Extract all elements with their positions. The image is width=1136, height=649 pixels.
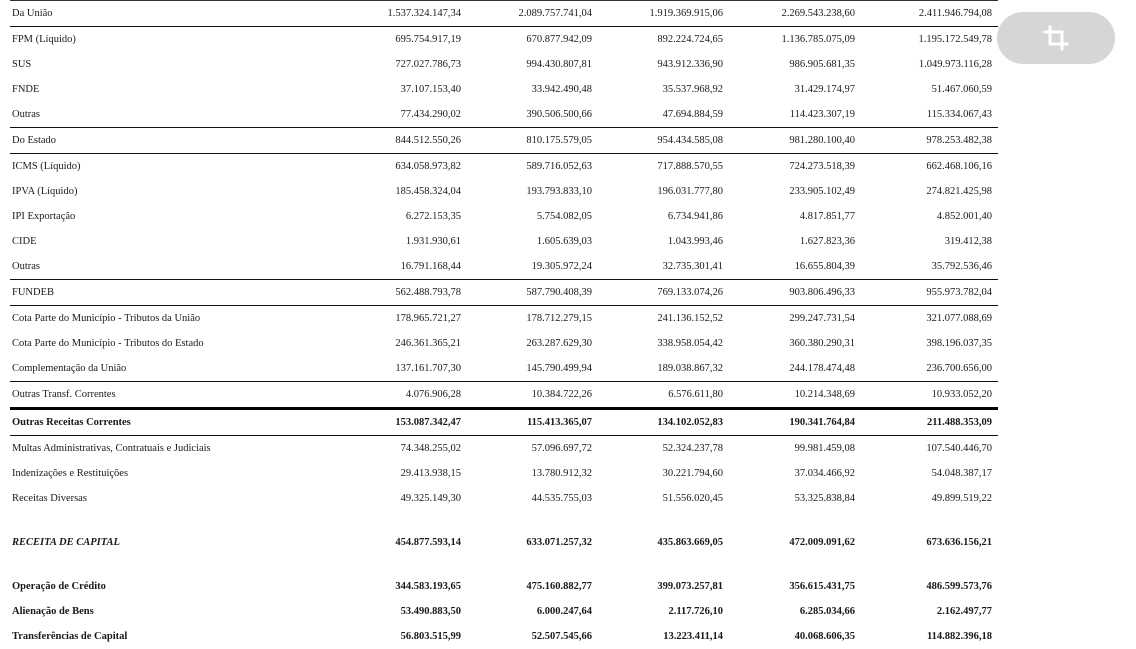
row-value: 107.540.446,70 (926, 443, 992, 454)
table-row (10, 410, 998, 436)
row-value: 4.817.851,77 (799, 211, 855, 222)
crop-button[interactable] (997, 12, 1115, 64)
row-value: 724.273.518,39 (789, 161, 855, 172)
table-row (10, 356, 998, 382)
row-value: 236.700.656,00 (926, 363, 992, 374)
table-row (10, 280, 998, 306)
row-value: 244.178.474,48 (789, 363, 855, 374)
row-value: 1.537.324.147,34 (387, 8, 461, 19)
row-label: Outras (12, 261, 40, 272)
row-value: 145.790.499,94 (526, 363, 592, 374)
row-value: 6.734.941,86 (667, 211, 723, 222)
row-value: 486.599.573,76 (926, 581, 992, 592)
row-value: 57.096.697,72 (531, 443, 592, 454)
row-value: 844.512.550,26 (395, 135, 461, 146)
row-value: 717.888.570,55 (657, 161, 723, 172)
table-row (10, 52, 998, 77)
row-label: Outras Receitas Correntes (12, 417, 131, 428)
row-value: 2.269.543.238,60 (781, 8, 855, 19)
row-value: 319.412,38 (944, 236, 992, 247)
row-label: ICMS (Líquido) (12, 161, 81, 172)
row-value: 185.458.324,04 (395, 186, 461, 197)
row-value: 241.136.152,52 (657, 313, 723, 324)
row-value: 1.919.369.915,06 (649, 8, 723, 19)
row-value: 2.411.946.794,08 (918, 8, 992, 19)
table-row (10, 436, 998, 461)
row-value: 115.413.365,07 (526, 417, 592, 428)
table-row (10, 27, 998, 52)
row-value: 35.792.536,46 (931, 261, 992, 272)
row-value: 662.468.106,16 (926, 161, 992, 172)
row-value: 673.636.156,21 (926, 537, 992, 548)
row-label: Indenizações e Restituições (12, 468, 129, 479)
row-value: 51.556.020,45 (662, 493, 723, 504)
row-gap (10, 511, 998, 530)
row-label: Complementação da União (12, 363, 127, 374)
row-value: 1.136.785.075,09 (781, 34, 855, 45)
revenue-table (10, 0, 998, 649)
table-row (10, 306, 998, 331)
row-value: 6.576.611,80 (668, 389, 723, 400)
row-label: Do Estado (12, 135, 57, 146)
row-value: 10.214.348,69 (794, 389, 855, 400)
table-row (10, 486, 998, 511)
row-value: 40.068.606,35 (794, 631, 855, 642)
row-value: 35.537.968,92 (662, 84, 723, 95)
row-value: 472.009.091,62 (789, 537, 855, 548)
table-row (10, 128, 998, 154)
row-value: 56.803.515,99 (400, 631, 461, 642)
row-value: 49.325.149,30 (400, 493, 461, 504)
row-value: 435.863.669,05 (657, 537, 723, 548)
row-value: 53.490.883,50 (400, 606, 461, 617)
row-value: 4.076.906,28 (405, 389, 461, 400)
row-label: Transferências de Capital (12, 631, 128, 642)
row-value: 114.882.396,18 (926, 631, 992, 642)
row-value: 1.049.973.116,28 (918, 59, 992, 70)
table-row (10, 102, 998, 128)
row-gap (10, 555, 998, 574)
table-row (10, 204, 998, 229)
table-row (10, 624, 998, 649)
row-label: Operação de Crédito (12, 581, 106, 592)
row-value: 1.931.930,61 (405, 236, 461, 247)
row-value: 1.195.172.549,78 (918, 34, 992, 45)
row-value: 399.073.257,81 (657, 581, 723, 592)
row-label: Cota Parte do Município - Tributos do Estado (12, 338, 204, 349)
row-value: 19.305.972,24 (531, 261, 592, 272)
row-value: 955.973.782,04 (926, 287, 992, 298)
crop-icon (1043, 25, 1069, 51)
row-value: 1.043.993,46 (667, 236, 723, 247)
row-value: 10.933.052,20 (931, 389, 992, 400)
table-row (10, 461, 998, 486)
table-row (10, 154, 998, 179)
row-label: Receitas Diversas (12, 493, 87, 504)
row-value: 246.361.365,21 (395, 338, 461, 349)
row-value: 52.324.237,78 (662, 443, 723, 454)
row-value: 892.224.724,65 (657, 34, 723, 45)
row-value: 321.077.088,69 (926, 313, 992, 324)
table-row (10, 254, 998, 280)
row-value: 13.780.912,32 (531, 468, 592, 479)
row-value: 99.981.459,08 (794, 443, 855, 454)
table-row (10, 530, 998, 555)
row-value: 189.038.867,32 (657, 363, 723, 374)
row-value: 943.912.336,90 (657, 59, 723, 70)
row-value: 2.162.497,77 (936, 606, 992, 617)
row-value: 196.031.777,80 (657, 186, 723, 197)
row-value: 6.272.153,35 (405, 211, 461, 222)
row-value: 31.429.174,97 (794, 84, 855, 95)
row-value: 670.877.942,09 (526, 34, 592, 45)
row-value: 903.806.496,33 (789, 287, 855, 298)
row-value: 344.583.193,65 (395, 581, 461, 592)
row-value: 356.615.431,75 (789, 581, 855, 592)
row-value: 769.133.074,26 (657, 287, 723, 298)
row-label: RECEITA DE CAPITAL (12, 537, 120, 548)
row-value: 37.107.153,40 (400, 84, 461, 95)
row-value: 1.627.823,36 (799, 236, 855, 247)
row-value: 360.380.290,31 (789, 338, 855, 349)
row-label: Cota Parte do Município - Tributos da União (12, 313, 201, 324)
row-value: 77.434.290,02 (400, 109, 461, 120)
row-value: 390.506.500,66 (526, 109, 592, 120)
row-value: 134.102.052,83 (657, 417, 723, 428)
row-value: 47.694.884,59 (662, 109, 723, 120)
row-value: 33.942.490,48 (531, 84, 592, 95)
row-value: 2.117.726,10 (668, 606, 723, 617)
row-value: 74.348.255,02 (400, 443, 461, 454)
row-value: 589.716.052,63 (526, 161, 592, 172)
row-value: 49.899.519,22 (931, 493, 992, 504)
row-value: 16.655.804,39 (794, 261, 855, 272)
table-row (10, 574, 998, 599)
row-value: 475.160.882,77 (526, 581, 592, 592)
row-value: 587.790.408,39 (526, 287, 592, 298)
row-label: Multas Administrativas, Contratuais e Judiciais (12, 443, 211, 454)
row-label: IPI Exportação (12, 211, 76, 222)
row-value: 986.905.681,35 (789, 59, 855, 70)
row-value: 10.384.722,26 (531, 389, 592, 400)
row-value: 263.287.629,30 (526, 338, 592, 349)
row-value: 994.430.807,81 (526, 59, 592, 70)
row-value: 115.334.067,43 (926, 109, 992, 120)
row-value: 4.852.001,40 (936, 211, 992, 222)
row-label: CIDE (12, 236, 37, 247)
row-value: 398.196.037,35 (926, 338, 992, 349)
row-value: 978.253.482,38 (926, 135, 992, 146)
row-label: IPVA (Líquido) (12, 186, 78, 197)
row-value: 2.089.757.741,04 (518, 8, 592, 19)
row-value: 53.325.838,84 (794, 493, 855, 504)
row-label: FPM (Líquido) (12, 34, 76, 45)
row-label: Da União (12, 8, 53, 19)
row-value: 274.821.425,98 (926, 186, 992, 197)
row-value: 137.161.707,30 (395, 363, 461, 374)
row-value: 299.247.731,54 (789, 313, 855, 324)
row-value: 1.605.639,03 (536, 236, 592, 247)
row-value: 233.905.102,49 (789, 186, 855, 197)
row-value: 5.754.082,05 (536, 211, 592, 222)
table-row (10, 229, 998, 254)
row-value: 338.958.054,42 (657, 338, 723, 349)
row-value: 695.754.917,19 (395, 34, 461, 45)
row-label: SUS (12, 59, 32, 70)
row-value: 44.535.755,03 (531, 493, 592, 504)
table-row (10, 599, 998, 624)
row-value: 51.467.060,59 (931, 84, 992, 95)
table-row (10, 179, 998, 204)
row-value: 153.087.342,47 (395, 417, 461, 428)
row-value: 29.413.938,15 (400, 468, 461, 479)
row-value: 52.507.545,66 (531, 631, 592, 642)
row-value: 633.071.257,32 (526, 537, 592, 548)
table-row (10, 331, 998, 356)
row-label: FUNDEB (12, 287, 55, 298)
row-value: 6.000.247,64 (536, 606, 592, 617)
row-value: 727.027.786,73 (395, 59, 461, 70)
table-row (10, 1, 998, 27)
row-value: 562.488.793,78 (395, 287, 461, 298)
row-value: 454.877.593,14 (395, 537, 461, 548)
row-value: 954.434.585,08 (657, 135, 723, 146)
row-value: 13.223.411,14 (663, 631, 723, 642)
row-label: Alienação de Bens (12, 606, 94, 617)
row-value: 6.285.034,66 (799, 606, 855, 617)
row-label: Outras Transf. Correntes (12, 389, 116, 400)
row-label: Outras (12, 109, 40, 120)
row-value: 178.965.721,27 (395, 313, 461, 324)
row-value: 114.423.307,19 (789, 109, 855, 120)
row-value: 810.175.579,05 (526, 135, 592, 146)
row-value: 981.280.100,40 (789, 135, 855, 146)
table-row (10, 77, 998, 102)
row-value: 37.034.466,92 (794, 468, 855, 479)
row-value: 32.735.301,41 (662, 261, 723, 272)
row-label: FNDE (12, 84, 40, 95)
row-value: 634.058.973,82 (395, 161, 461, 172)
row-value: 30.221.794,60 (662, 468, 723, 479)
row-value: 54.048.387,17 (931, 468, 992, 479)
table-row (10, 382, 998, 410)
row-value: 16.791.168,44 (400, 261, 461, 272)
row-value: 211.488.353,09 (926, 417, 992, 428)
row-value: 193.793.833,10 (526, 186, 592, 197)
row-value: 190.341.764,84 (789, 417, 855, 428)
row-value: 178.712.279,15 (526, 313, 592, 324)
